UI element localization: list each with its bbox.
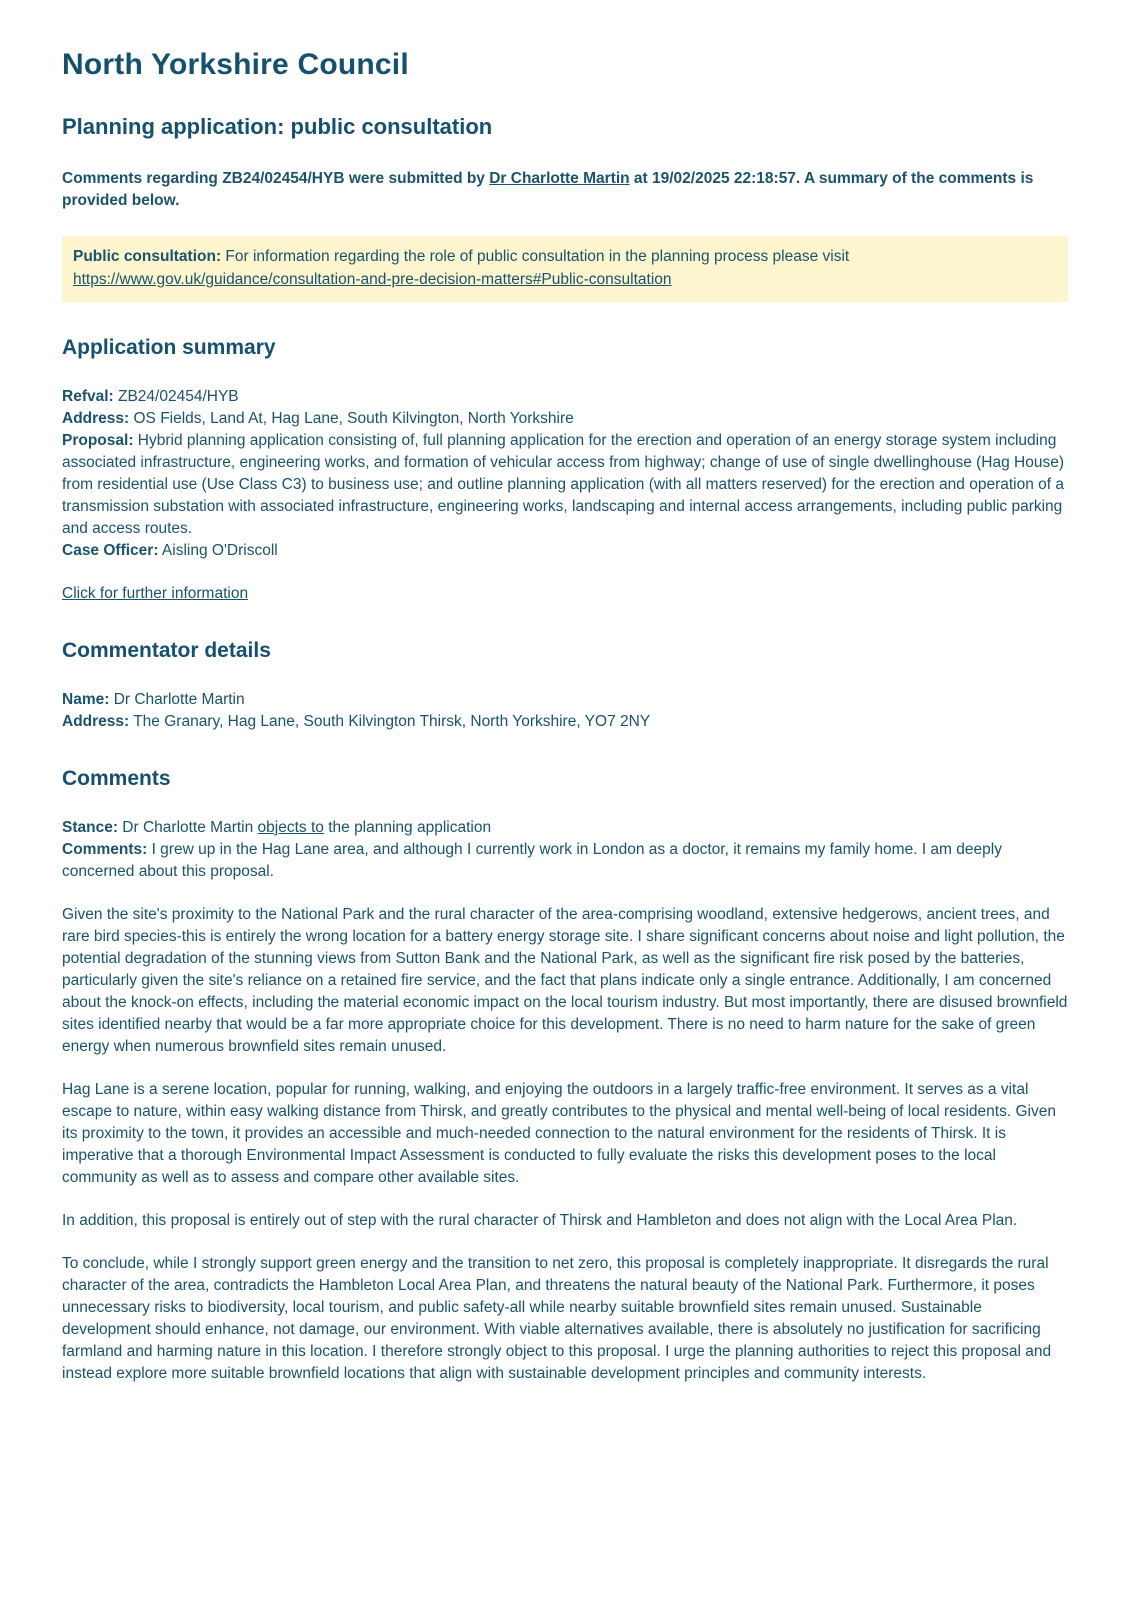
field-address [62,408,1068,430]
commentator-details-heading: Commentator details [62,638,271,662]
comments-heading: Comments [62,766,171,790]
field-label: Proposal: [62,431,134,449]
field-proposal [62,430,1068,540]
intro-text-before: Comments regarding ZB24/02454/HYB were submitted by [62,170,490,187]
comment-paragraph: In addition, this proposal is entirely out of step with the rural character of Thirsk and Hambleton and does not align with the Local Area Plan. [62,1211,1018,1229]
field-value: OS Fields, Land At, Hag Lane, South Kilvington, North Yorkshire [129,409,574,427]
field-value: ZB24/02454/HYB [113,387,239,405]
page-subtitle: Planning application: public consultation [62,114,493,139]
field-label: Name: [62,690,110,708]
field-value: The Granary, Hag Lane, South Kilvington Thirsk, North Yorkshire, YO7 2NY [129,712,651,730]
notice-label: Public consultation: [73,248,222,265]
commentator-details-fields [62,689,1068,733]
comments-label: Comments: [62,840,148,858]
commentator-name-link[interactable]: Dr Charlotte Martin [489,170,630,187]
field-label: Address: [62,409,130,427]
stance-objects-link[interactable]: objects to [257,818,324,836]
stance-text-after: the planning application [323,818,492,836]
application-summary-fields [62,386,1068,562]
comment-paragraph: Hag Lane is a serene location, popular for running, walking, and enjoying the outdoors in a largely traffic-free environment. It serves as a vital escape to nature, within easy walking distance from Thirsk, and greatly contributes to the physical and mental well-being of local residents. Given its proximity to the town, it provides an accessible and much-needed connection to the natural environment for the residents of Thirsk. It is imperative that a thorough Environmental Impact Assessment is conducted to fully evaluate the risks this development poses to the local community as well as to assess and compare other available sites. [62,1080,1056,1186]
intro-text-after: at 19/02/2025 22:18:57. A summary of the comments is provided below. [62,170,1034,209]
field-value: Aisling O'Driscoll [158,541,278,559]
field-case-officer [62,540,1068,562]
stance-label: Stance: [62,818,118,836]
field-value: Dr Charlotte Martin [109,690,245,708]
stance-row [62,817,1068,839]
gov-uk-consultation-link[interactable]: https://www.gov.uk/guidance/consultation-and-pre-decision-matters#Public-consultation [73,271,672,289]
further-information-link[interactable]: Click for further information [62,584,249,602]
notice-text: For information regarding the role of public consultation in the planning process please visit [221,248,850,265]
field-label: Address: [62,712,130,730]
field-refval [62,386,1068,408]
intro-paragraph [62,168,1068,212]
comments-lead-text: I grew up in the Hag Lane area, and although I currently work in London as a doctor, it remains my family home. I am deeply concerned about this proposal. [62,840,1002,880]
field-label: Case Officer: [62,541,159,559]
comments-body [62,817,1068,1385]
application-summary-heading: Application summary [62,335,276,359]
further-information-row [62,583,1068,605]
field-label: Refval: [62,387,114,405]
stance-text-before: Dr Charlotte Martin [118,818,258,836]
field-commentator-address [62,711,1068,733]
page-title: North Yorkshire Council [62,48,409,81]
comments-lead-row [62,839,1068,883]
comment-paragraph: To conclude, while I strongly support green energy and the transition to net zero, this proposal is completely inappropriate. It disregards the rural character of the area, contradicts the Hambleton Local Area Plan, and threatens the natural beauty of the National Park. Furthermore, it poses unnecessary risks to biodiversity, local tourism, and public safety-all while nearby suitable brownfield sites remain unused. Sustainable development should enhance, not damage, our environment. With viable alternatives available, there is absolutely no justification for sacrificing farmland and harming nature in this location. I therefore strongly object to this proposal. I urge the planning authorities to reject this proposal and instead explore more suitable brownfield locations that align with sustainable development principles and community interests. [62,1254,1052,1382]
public-consultation-notice [62,236,1068,302]
field-value: Hybrid planning application consisting of, full planning application for the erection and operation of an energy storage system including associated infrastructure, engineering works, and formation of vehicular access from highway; change of use of single dwellinghouse (Hag House) from residential use (Use Class C3) to business use; and outline planning application (with all matters reserved) for the erection and operation of a transmission substation with associated infrastructure, engineering works, landscaping and internal access arrangements, including public parking and access routes. [62,431,1065,537]
comment-paragraph: Given the site's proximity to the National Park and the rural character of the area-comprising woodland, extensive hedgerows, ancient trees, and rare bird species-this is entirely the wrong location for a battery energy storage site. I share significant concerns about noise and light pollution, the potential degradation of the stunning views from Sutton Bank and the National Park, as well as the significant fire risk posed by the batteries, particularly given the site's reliance on a retained fire service, and the fact that plans indicate only a single entrance. Additionally, I am concerned about the knock-on effects, including the material economic impact on the local tourism industry. But most importantly, there are disused brownfield sites identified nearby that would be a far more appropriate choice for this development. There is no need to harm nature for the sake of green energy when numerous brownfield sites remain unused. [62,905,1068,1055]
field-name [62,689,1068,711]
